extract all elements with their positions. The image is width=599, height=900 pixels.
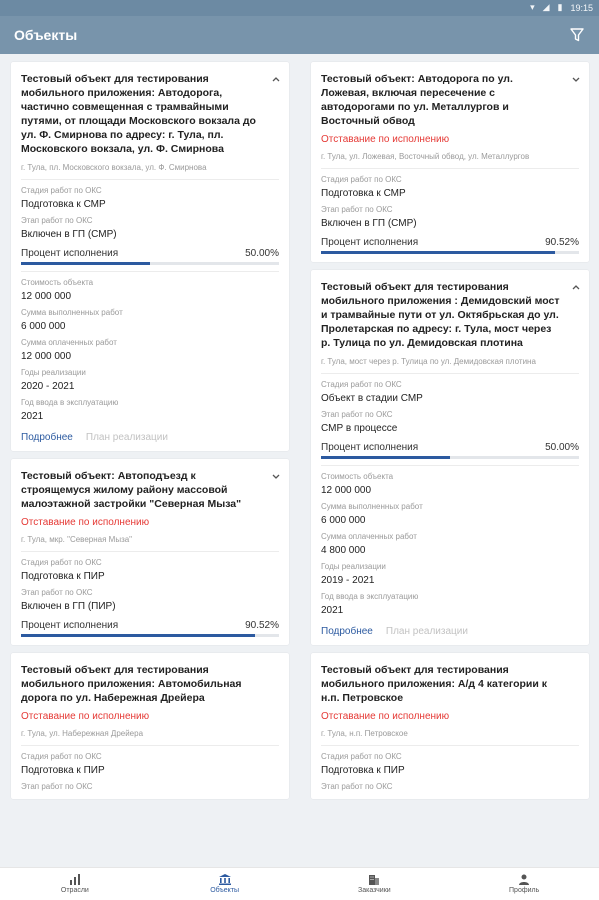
- card-address: г. Тула, ул. Ложевая, Восточный обвод, ул. Металлургов: [321, 152, 530, 161]
- progress-label: Процент исполнения: [321, 237, 419, 248]
- person-icon: [518, 874, 530, 885]
- phase-label: Этап работ по ОКС: [21, 216, 93, 225]
- wifi-icon: ▾: [530, 2, 535, 12]
- stage-label: Стадия работ по ОКС: [321, 752, 402, 761]
- progress-label: Процент исполнения: [21, 248, 119, 259]
- object-card[interactable]: [311, 62, 589, 262]
- done-sum-value: 6 000 000: [321, 515, 366, 526]
- signal-icon: ◢: [542, 2, 550, 12]
- card-title: Тестовый объект для тестирования мобильного приложения: Автодорога, частично совмещенная с трамвайными путями, от площади Московского вокзала до ул. Ф. Смирнова по адресу: г. Тула, пл. Московского вокзала, ул. Ф. Смирнова: [21, 73, 256, 155]
- object-card[interactable]: [11, 653, 289, 799]
- object-card[interactable]: [311, 270, 589, 645]
- chevron-down-icon[interactable]: [571, 74, 581, 84]
- progress-fill: [321, 251, 555, 254]
- progress-bar: [21, 262, 279, 265]
- cards-column-left: [11, 62, 289, 807]
- cost-label: Стоимость объекта: [21, 278, 94, 287]
- stage-value: Подготовка к СМР: [21, 199, 106, 210]
- plan-link[interactable]: План реализации: [85, 432, 168, 443]
- progress-fill: [21, 262, 150, 265]
- phase-label: Этап работ по ОКС: [21, 588, 93, 597]
- years-label: Годы реализации: [321, 562, 386, 571]
- commission-year-label: Год ввода в эксплуатацию: [21, 398, 119, 407]
- nav-label: Отрасли: [60, 887, 89, 894]
- status-time: 19:15: [570, 2, 593, 13]
- paid-sum-value: 12 000 000: [21, 351, 72, 362]
- bottom-nav: [0, 867, 599, 900]
- done-sum-value: 6 000 000: [21, 321, 66, 332]
- commission-year-label: Год ввода в эксплуатацию: [321, 592, 419, 601]
- progress-label: Процент исполнения: [321, 442, 419, 453]
- progress-fill: [21, 634, 255, 637]
- filter-icon[interactable]: [569, 27, 585, 43]
- card-address: г. Тула, ул. Набережная Дрейера: [21, 729, 144, 738]
- status-bar: [0, 0, 599, 16]
- chevron-up-icon[interactable]: [571, 282, 581, 292]
- paid-sum-label: Сумма оплаченных работ: [321, 532, 417, 541]
- battery-icon: ▮: [557, 2, 563, 12]
- nav-label: Заказчики: [358, 887, 391, 894]
- divider: [321, 465, 579, 466]
- stage-value: Подготовка к СМР: [321, 188, 406, 199]
- plan-link[interactable]: План реализации: [385, 626, 468, 637]
- nav-item-profile[interactable]: [449, 868, 599, 900]
- more-link[interactable]: Подробнее: [321, 626, 373, 637]
- more-link[interactable]: Подробнее: [21, 432, 73, 443]
- stage-label: Стадия работ по ОКС: [321, 380, 402, 389]
- phase-value: Включен в ГП (СМР): [321, 218, 417, 229]
- card-title: Тестовый объект для тестирования мобильного приложения: А/д 4 категории к н.п. Петровское: [321, 664, 547, 704]
- card-address: г. Тула, пл. Московского вокзала, ул. Ф. Смирнова: [21, 163, 207, 172]
- stage-label: Стадия работ по ОКС: [21, 186, 102, 195]
- phase-label: Этап работ по ОКС: [321, 205, 393, 214]
- years-value: 2020 - 2021: [21, 381, 75, 392]
- nav-item-industries[interactable]: [0, 868, 150, 900]
- phase-value: СМР в процессе: [321, 423, 398, 434]
- done-sum-label: Сумма выполненных работ: [21, 308, 123, 317]
- building-icon: [368, 874, 380, 885]
- card-address: г. Тула, мост через р. Тулица по ул. Демидовская плотина: [321, 357, 536, 366]
- object-card[interactable]: [11, 459, 289, 645]
- progress-value: 90.52%: [545, 237, 579, 248]
- years-value: 2019 - 2021: [321, 575, 375, 586]
- chevron-up-icon[interactable]: [271, 74, 281, 84]
- card-address: г. Тула, мкр. "Северная Мыза": [21, 535, 133, 544]
- cost-label: Стоимость объекта: [321, 472, 394, 481]
- nav-item-customers[interactable]: [300, 868, 450, 900]
- years-label: Годы реализации: [21, 368, 86, 377]
- nav-label: Профиль: [509, 887, 540, 894]
- cost-value: 12 000 000: [21, 291, 72, 302]
- phase-label: Этап работ по ОКС: [321, 782, 393, 791]
- phase-value: Включен в ГП (СМР): [21, 229, 117, 240]
- lag-status: Отставание по исполнению: [21, 711, 150, 722]
- phase-value: Включен в ГП (ПИР): [21, 601, 116, 612]
- page-title: Объекты: [14, 27, 78, 43]
- app-bar: [0, 16, 599, 54]
- object-card[interactable]: [11, 62, 289, 451]
- progress-value: 50.00%: [245, 248, 279, 259]
- cards-column-right: [311, 62, 589, 807]
- progress-value: 90.52%: [245, 620, 279, 631]
- cost-value: 12 000 000: [321, 485, 372, 496]
- nav-item-objects[interactable]: [150, 868, 300, 900]
- phase-label: Этап работ по ОКС: [21, 782, 93, 791]
- nav-label: Объекты: [210, 887, 240, 894]
- paid-sum-label: Сумма оплаченных работ: [21, 338, 117, 347]
- card-address: г. Тула, н.п. Петровское: [321, 729, 408, 738]
- divider: [321, 745, 579, 746]
- stage-label: Стадия работ по ОКС: [21, 752, 102, 761]
- lag-status: Отставание по исполнению: [21, 517, 150, 528]
- card-title: Тестовый объект: Автоподъезд к строящемуся жилому району массовой малоэтажной застройки "Северная Мыза": [21, 470, 242, 510]
- bar-chart-icon: [69, 874, 81, 885]
- stage-value: Объект в стадии СМР: [321, 393, 423, 404]
- progress-bar: [321, 251, 579, 254]
- done-sum-label: Сумма выполненных работ: [321, 502, 423, 511]
- chevron-down-icon[interactable]: [271, 471, 281, 481]
- bank-icon: [219, 874, 231, 885]
- divider: [21, 745, 279, 746]
- stage-label: Стадия работ по ОКС: [321, 175, 402, 184]
- divider: [321, 373, 579, 374]
- progress-fill: [321, 456, 450, 459]
- card-title: Тестовый объект для тестирования мобильного приложения: Автомобильная дорога по ул. Набережная Дрейера: [21, 664, 242, 704]
- commission-year-value: 2021: [21, 411, 44, 422]
- stage-value: Подготовка к ПИР: [321, 765, 405, 776]
- stage-value: Подготовка к ПИР: [21, 765, 105, 776]
- paid-sum-value: 4 800 000: [321, 545, 366, 556]
- progress-label: Процент исполнения: [21, 620, 119, 631]
- card-title: Тестовый объект: Автодорога по ул. Ложевая, включая пересечение с автодорогами по ул. Металлургов и Восточный обвод: [321, 73, 513, 127]
- divider: [21, 179, 279, 180]
- stage-label: Стадия работ по ОКС: [21, 558, 102, 567]
- divider: [21, 551, 279, 552]
- progress-bar: [21, 634, 279, 637]
- stage-value: Подготовка к ПИР: [21, 571, 105, 582]
- lag-status: Отставание по исполнению: [321, 134, 450, 145]
- progress-value: 50.00%: [545, 442, 579, 453]
- commission-year-value: 2021: [321, 605, 344, 616]
- card-title: Тестовый объект для тестирования мобильного приложения : Демидовский мост и трамвайные пути от ул. Октябрьская до ул. Пролетарская по адресу: г. Тула, мост через р. Тулица по ул. Демидовская плотина: [321, 281, 560, 349]
- phase-label: Этап работ по ОКС: [321, 410, 393, 419]
- lag-status: Отставание по исполнению: [321, 711, 450, 722]
- divider: [321, 168, 579, 169]
- progress-bar: [321, 456, 579, 459]
- object-card[interactable]: [311, 653, 589, 799]
- divider: [21, 271, 279, 272]
